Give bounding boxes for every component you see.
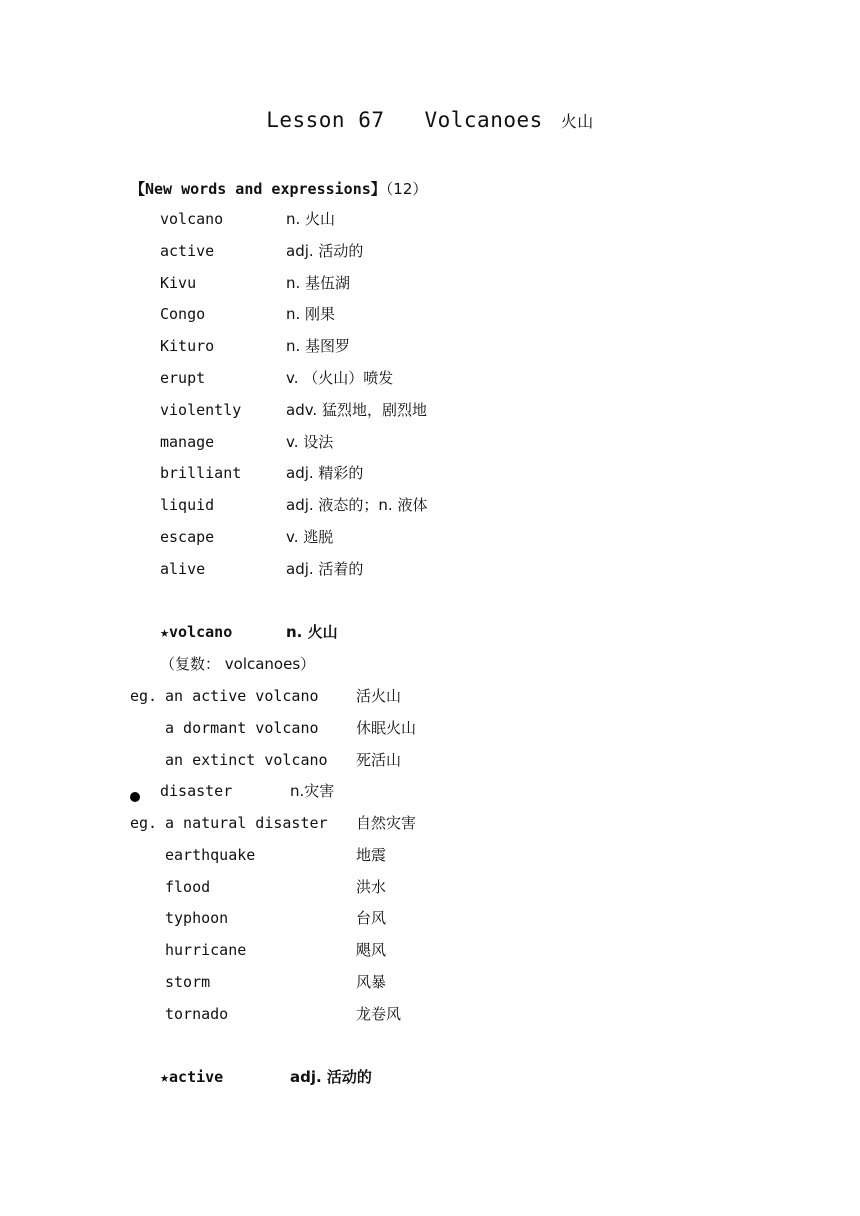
vocab-word: liquid (160, 496, 215, 515)
vocab-definition: v. 逃脱 (286, 528, 334, 546)
vocab-word: Congo (160, 305, 206, 324)
vocab-definition: n. 刚果 (286, 305, 336, 324)
example-prefix: eg. (130, 814, 158, 832)
lesson-topic-zh: 火山 (560, 112, 594, 131)
example-chinese: 龙卷风 (356, 1004, 402, 1023)
example-english: hurricane (165, 941, 247, 960)
vocab-definition: adj. 液态的；n. 液体 (286, 496, 428, 515)
entry-word: ★active (160, 1068, 224, 1086)
vocab-word: escape (160, 528, 215, 546)
vocab-word: active (160, 241, 215, 260)
example-english: typhoon (165, 909, 229, 928)
example-chinese: 活火山 (356, 687, 402, 705)
example-english: earthquake (165, 845, 256, 864)
vocab-word: brilliant (160, 464, 242, 483)
lesson-number: Lesson 67 (266, 108, 385, 132)
example-english: a natural disaster (165, 814, 328, 832)
example-chinese: 洪水 (356, 877, 387, 896)
entry-definition: adj. 活动的 (290, 1068, 372, 1086)
lesson-title (0, 108, 860, 132)
vocab-word: erupt (160, 369, 206, 387)
example-english: an extinct volcano (165, 750, 328, 769)
vocab-definition: adj. 精彩的 (286, 464, 364, 483)
example-chinese: 飓风 (356, 941, 387, 960)
example-chinese: 风暴 (356, 973, 387, 991)
entry-word: disaster (160, 782, 233, 800)
entry-volcano-plural: （复数： volcanoes） (160, 655, 316, 673)
example-english: storm (165, 973, 211, 991)
entry-word: ★volcano (160, 623, 233, 641)
vocab-definition: n. 基伍湖 (286, 273, 351, 292)
section-count: （12） (385, 180, 428, 198)
vocab-word: alive (160, 559, 206, 578)
lesson-topic: Volcanoes (424, 108, 543, 132)
example-chinese: 台风 (356, 909, 387, 928)
vocab-word: manage (160, 432, 215, 451)
vocab-word: violently (160, 400, 242, 419)
example-english: an active volcano (165, 687, 319, 705)
vocab-word: Kituro (160, 337, 215, 356)
vocab-definition: n. 火山 (286, 210, 336, 228)
example-prefix: eg. (130, 687, 158, 705)
vocab-word: volcano (160, 210, 224, 228)
vocab-definition: adj. 活着的 (286, 559, 364, 578)
entry-definition: n.灾害 (290, 782, 335, 800)
example-english: tornado (165, 1004, 229, 1023)
vocab-definition: adv. 猛烈地，剧烈地 (286, 400, 427, 419)
vocab-definition: n. 基图罗 (286, 337, 351, 356)
vocab-definition: adj. 活动的 (286, 241, 364, 260)
section-header (130, 178, 427, 199)
example-chinese: 死活山 (356, 750, 402, 769)
section-label: 【New words and expressions】 (130, 180, 386, 198)
example-chinese: 休眠火山 (356, 718, 417, 737)
example-english: a dormant volcano (165, 718, 319, 737)
example-chinese: 自然灾害 (356, 814, 417, 832)
entry-definition: n. 火山 (286, 623, 338, 641)
example-english: flood (165, 877, 211, 896)
vocab-word: Kivu (160, 273, 197, 292)
vocab-definition: v. 设法 (286, 432, 334, 451)
bullet-icon (130, 786, 140, 806)
vocab-definition: v. （火山）喷发 (286, 369, 394, 387)
example-chinese: 地震 (356, 845, 387, 864)
